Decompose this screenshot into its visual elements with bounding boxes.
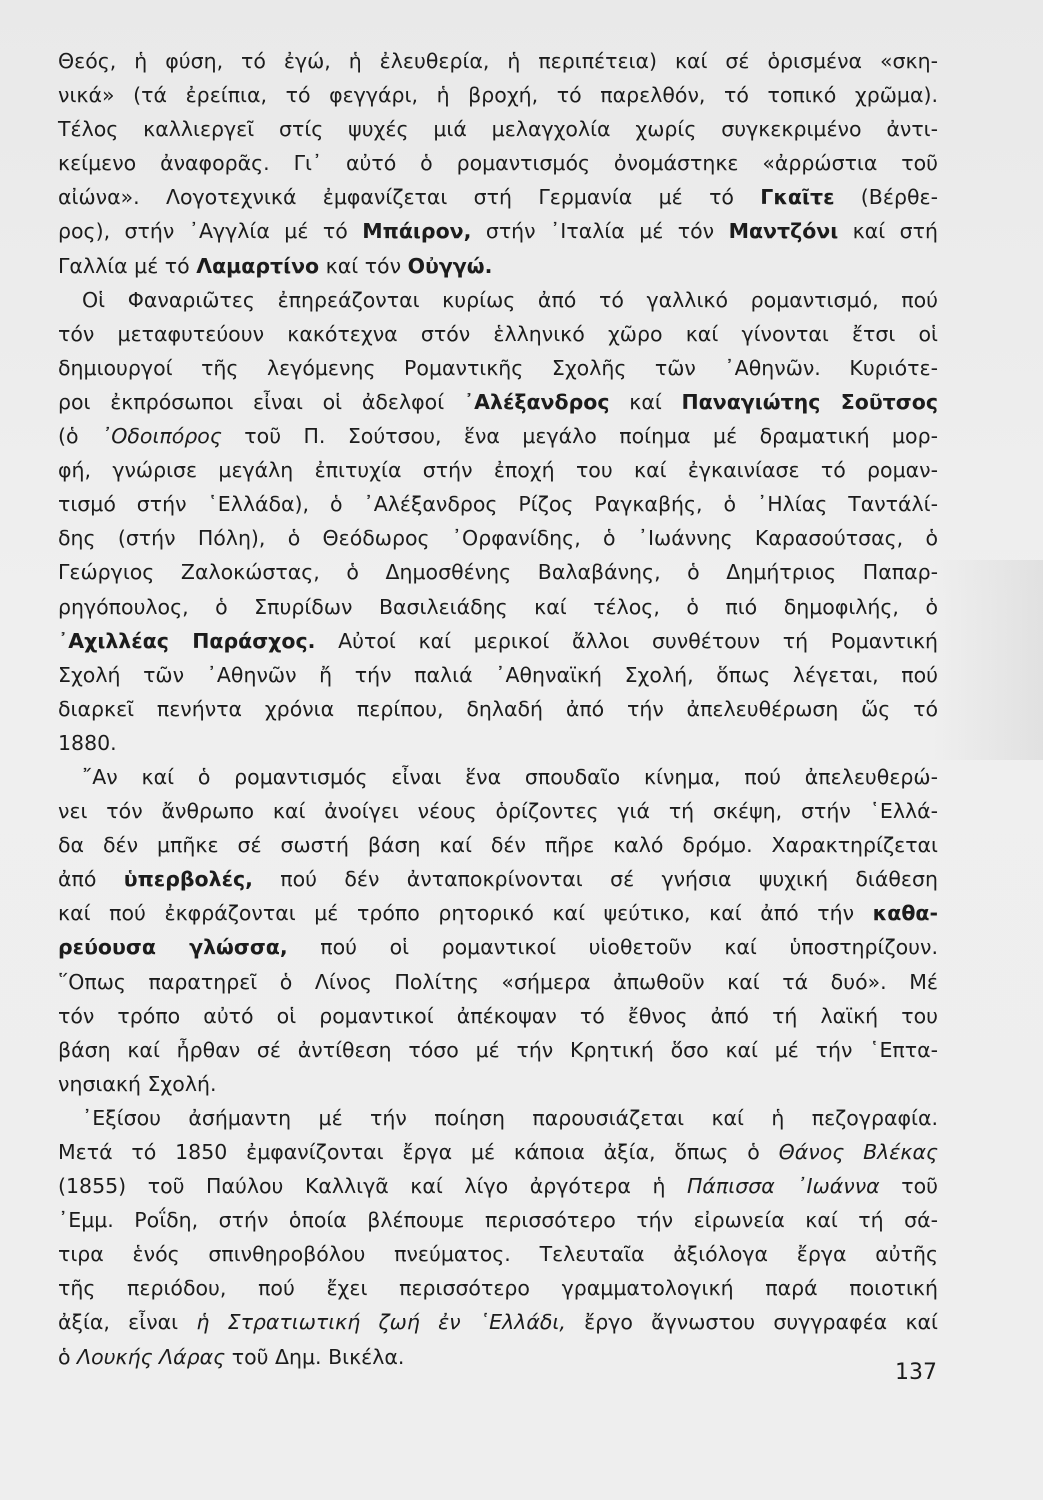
text-line: τῆς περιόδου, πού ἔχει περισσότερο γραμματολογική παρά ποιοτική (58, 1276, 938, 1301)
text-line: τόν τρόπο αὐτό οἱ ρομαντικοί ἀπέκοψαν τό ἔθνος ἀπό τή λαϊκή του (58, 1003, 938, 1028)
text-line: Οἱ Φαναριῶτες ἐπηρεάζονται κυρίως ἀπό τό γαλλικό ρομαντισμό, πού (82, 287, 938, 312)
text-line: ρηγόπουλος, ὁ Σπυρίδων Βασιλειάδης καί τέλος, ὁ πιό δημοφιλής, ὁ (58, 594, 938, 619)
text-line: 1880. (58, 730, 117, 755)
text-line: (ὁ ᾽Οδοιπόρος τοῦ Π. Σούτσου, ἕνα μεγάλο ποίημα μέ δραματική μορ- (58, 424, 939, 449)
text-line: καί πού ἐκφράζονται μέ τρόπο ρητορικό καί ψεύτικο, καί ἀπό τήν καθα- (58, 901, 938, 926)
text-line: διαρκεῖ πενήντα χρόνια περίπου, δηλαδή ἀπό τήν ἀπελευθέρωση ὥς τό (58, 696, 938, 721)
text-line: ῞Οπως παρατηρεῖ ὁ Λίνος Πολίτης «σήμερα ἀπωθοῦν καί τά δυό». Μέ (58, 969, 938, 994)
text-line: αἰώνα». Λογοτεχνικά ἐμφανίζεται στή Γερμανία μέ τό Γκαῖτε (Βέρθε- (58, 185, 938, 210)
text-line: νικά» (τά ἐρείπια, τό φεγγάρι, ἡ βροχή, τό παρελθόν, τό τοπικό χρῶμα). (58, 83, 938, 108)
text-line: ὁ Λουκής Λάρας τοῦ Δημ. Βικέλα. (58, 1344, 405, 1369)
text-line: ῎Αν καί ὁ ρομαντισμός εἶναι ἕνα σπουδαῖο κίνημα, πού ἀπελευθερώ- (82, 764, 938, 789)
text-line: Γεώργιος Ζαλοκώστας, ὁ Δημοσθένης Βαλαβάνης, ὁ Δημήτριος Παπαρ- (58, 560, 938, 585)
text-line: νησιακή Σχολή. (58, 1071, 217, 1096)
text-line: Σχολή τῶν ᾽Αθηνῶν ἤ τήν παλιά ᾽Αθηναϊκή Σχολή, ὅπως λέγεται, πού (58, 662, 938, 687)
text-line: ἀξία, εἶναι ἡ Στρατιωτική ζωή ἐν ῾Ελλάδι, ἔργο ἄγνωστου συγγραφέα καί (58, 1310, 938, 1335)
text-line: τόν μεταφυτεύουν κακότεχνα στόν ἑλληνικό χῶρο καί γίνονται ἔτσι οἱ (58, 321, 938, 346)
bleed-through-shadow (933, 560, 1043, 760)
text-line: δα δέν μπῆκε σέ σωστή βάση καί δέν πῆρε καλό δρόμο. Χαρακτηρίζεται (58, 833, 938, 858)
text-line: κείμενο ἀναφορᾶς. Γι᾽ αὐτό ὁ ρομαντισμός ὀνομάστηκε «ἀρρώστια τοῦ (58, 151, 938, 176)
page-number: 137 (895, 1360, 937, 1385)
text-line: δης (στήν Πόλη), ὁ Θεόδωρος ᾽Ορφανίδης, ὁ ᾽Ιωάννης Καρασούτσας, ὁ (58, 526, 938, 551)
text-line: τιρα ἑνός σπινθηροβόλου πνεύματος. Τελευταῖα ἀξιόλογα ἔργα αὐτῆς (58, 1242, 938, 1267)
text-line: Γαλλία μέ τό Λαμαρτίνο καί τόν Οὐγγώ. (58, 253, 493, 278)
text-line: νει τόν ἄνθρωπο καί ἀνοίγει νέους ὁρίζοντες γιά τή σκέψη, στήν ῾Ελλά- (58, 799, 938, 824)
text-line: Θεός, ἡ φύση, τό ἐγώ, ἡ ἐλευθερία, ἡ περιπέτεια) καί σέ ὁρισμένα «σκη- (58, 49, 938, 73)
text-line: ᾽Εξίσου ἀσήμαντη μέ τήν ποίηση παρουσιάζεται καί ἡ πεζογραφία. (82, 1105, 938, 1130)
text-line: Τέλος καλλιεργεῖ στίς ψυχές μιά μελαγχολία χωρίς συγκεκριμένο ἀντι- (58, 117, 938, 142)
text-line: φή, γνώρισε μεγάλη ἐπιτυχία στήν ἐποχή του καί ἐγκαινίασε τό ρομαν- (58, 458, 938, 483)
text-line: (1855) τοῦ Παύλου Καλλιγᾶ καί λίγο ἀργότερα ἡ Πάπισσα ᾽Ιωάννα τοῦ (58, 1174, 938, 1199)
text-line: ἀπό ὑπερβολές, πού δέν ἀνταποκρίνονται σέ γνήσια ψυχική διάθεση (58, 867, 938, 892)
text-line: Μετά τό 1850 ἐμφανίζονται ἔργα μέ κάποια ἀξία, ὅπως ὁ Θάνος Βλέκας (58, 1140, 938, 1164)
text-line: ρεύουσα γλώσσα, πού οἱ ρομαντικοί υἱοθετοῦν καί ὑποστηρίζουν. (58, 935, 938, 960)
text-line: βάση καί ἦρθαν σέ ἀντίθεση τόσο μέ τήν Κρητική ὅσο καί μέ τήν ῾Επτα- (58, 1037, 938, 1062)
text-line: τισμό στήν ῾Ελλάδα), ὁ ᾽Αλέξανδρος Ρίζος Ραγκαβής, ὁ ᾽Ηλίας Ταντάλί- (58, 492, 938, 517)
text-line: ρος), στήν ᾽Αγγλία μέ τό Μπάιρον, στήν ᾽Ιταλία μέ τόν Μαντζόνι καί στή (58, 219, 938, 244)
text-line: δημιουργοί τῆς λεγόμενης Ρομαντικῆς Σχολῆς τῶν ᾽Αθηνῶν. Κυριότε- (58, 355, 938, 380)
body-text (58, 44, 938, 1374)
text-line: ᾽Εμμ. Ροΐδη, στήν ὁποία βλέπουμε περισσότερο τήν εἰρωνεία καί τή σά- (58, 1208, 938, 1233)
text-line: ᾽Αχιλλέας Παράσχος. Αὐτοί καί μερικοί ἄλλοι συνθέτουν τή Ρομαντική (58, 628, 939, 653)
text-line: ροι ἐκπρόσωποι εἶναι οἱ ἀδελφοί ᾽Αλέξανδρος καί Παναγιώτης Σοῦτσος (58, 389, 938, 414)
